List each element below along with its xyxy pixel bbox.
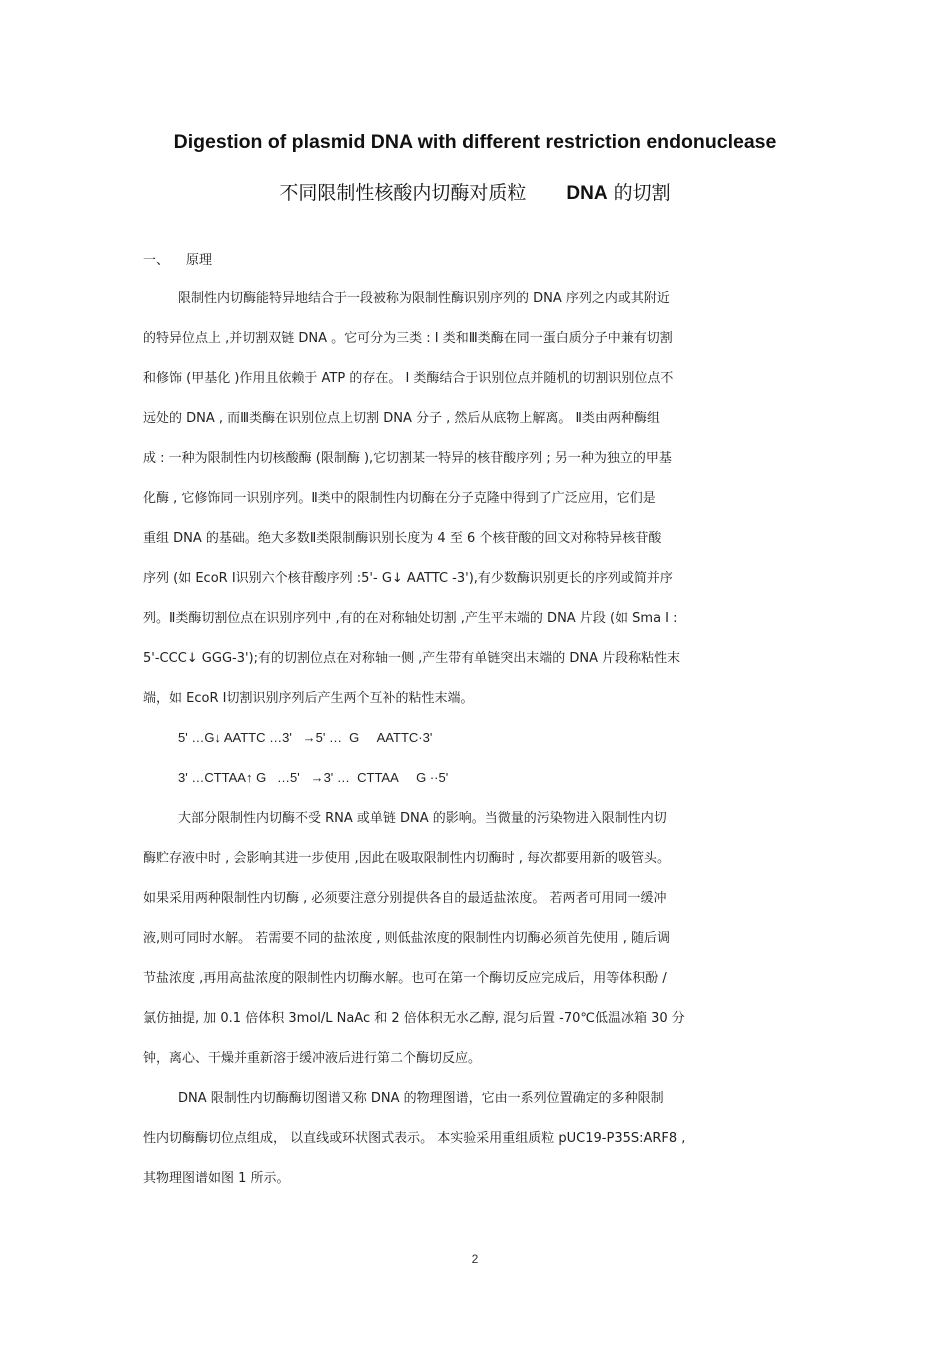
sequence-line-bottom: 3' …CTTAA↑ G …5' →3' … CTTAA G ··5' (178, 770, 449, 785)
sequence-line-top: 5' …G↓ AATTC …3' →5' … G AATTC·3' (178, 730, 433, 745)
title-zh-dna: DNA (566, 183, 608, 204)
paragraph-line: 的特异位点上 ,并切割双链 DNA 。它可分为三类 : I 类和Ⅲ类酶在同一蛋白质分子中兼有切割 (143, 331, 673, 346)
title-chinese (0, 178, 950, 205)
paragraph-line: 酶贮存液中时 , 会影响其进一步使用 ,因此在吸取限制性内切酶时 , 每次都要用新的吸管头。 (143, 851, 671, 866)
paragraph-line: 序列 (如 EcoR Ⅰ识别六个核苷酸序列 :5'- G↓ AATTC -3'),有少数酶识别更长的序列或简并序 (143, 571, 673, 586)
paragraph-line: 液,则可同时水解。 若需要不同的盐浓度 , 则低盐浓度的限制性内切酶必须首先使用 , 随后调 (143, 931, 671, 946)
title-zh-part3: 的切割 (613, 182, 671, 204)
paragraph-line: 成 : 一种为限制性内切核酸酶 (限制酶 ),它切割某一特异的核苷酸序列 ; 另一种为独立的甲基 (143, 451, 672, 466)
paragraph-line: 5'-CCC↓ GGG-3');有的切割位点在对称轴一侧 ,产生带有单链突出末端的 DNA 片段称粘性末 (143, 651, 681, 666)
paragraph-line: DNA 限制性内切酶酶切图谱又称 DNA 的物理图谱，它由一系列位置确定的多种限制 (178, 1091, 664, 1106)
paragraph-line: 化酶 , 它修饰同一识别序列。Ⅱ类中的限制性内切酶在分子克隆中得到了广泛应用，它们是 (143, 491, 656, 506)
paragraph-line: 节盐浓度 ,再用高盐浓度的限制性内切酶水解。也可在第一个酶切反应完成后，用等体积酚 / (143, 971, 667, 986)
paragraph-line: 重组 DNA 的基础。绝大多数Ⅱ类限制酶识别长度为 4 至 6 个核苷酸的回文对称特异核苷酸 (143, 531, 662, 546)
section-heading (143, 249, 212, 268)
paragraph-line: 钟，离心、干燥并重新溶于缓冲液后进行第二个酶切反应。 (143, 1051, 482, 1066)
paragraph-line: 远处的 DNA , 而Ⅲ类酶在识别位点上切割 DNA 分子 , 然后从底物上解离。 Ⅱ类由两种酶组 (143, 411, 660, 426)
paragraph-line: 性内切酶酶切位点组成， 以直线或环状图式表示。 本实验采用重组质粒 pUC19-P35S:ARF8 , (143, 1131, 686, 1146)
section-title: 原理 (186, 253, 213, 268)
paragraph-line: 大部分限制性内切酶不受 RNA 或单链 DNA 的影响。当微量的污染物进入限制性内切 (178, 811, 667, 826)
section-number: 一、 (143, 253, 170, 268)
paragraph-line: 列。Ⅱ类酶切割位点在识别序列中 ,有的在对称轴处切割 ,产生平末端的 DNA 片段 (如 Sma Ⅰ : (143, 611, 678, 626)
title-zh-part1: 不同限制性核酸内切酶对质粒 (279, 182, 527, 204)
title-english: Digestion of plasmid DNA with different restriction endonuclease (173, 131, 777, 153)
paragraph-line: 氯仿抽提, 加 0.1 倍体积 3mol/L NaAc 和 2 倍体积无水乙醇, 混匀后置 -70℃低温冰箱 30 分 (143, 1011, 685, 1026)
paragraph-line: 限制性内切酶能特异地结合于一段被称为限制性酶识别序列的 DNA 序列之内或其附近 (178, 291, 670, 306)
paragraph-line: 其物理图谱如图 1 所示。 (143, 1171, 290, 1186)
paragraph-line: 和修饰 (甲基化 )作用且依赖于 ATP 的存在。 I 类酶结合于识别位点并随机的切割识别位点不 (143, 371, 674, 386)
paragraph-line: 如果采用两种限制性内切酶 , 必须要注意分别提供各自的最适盐浓度。 若两者可用同一缓冲 (143, 891, 667, 906)
paragraph-line: 端，如 EcoR Ⅰ切割识别序列后产生两个互补的粘性末端。 (143, 691, 474, 706)
page-number: 2 (471, 1252, 479, 1266)
